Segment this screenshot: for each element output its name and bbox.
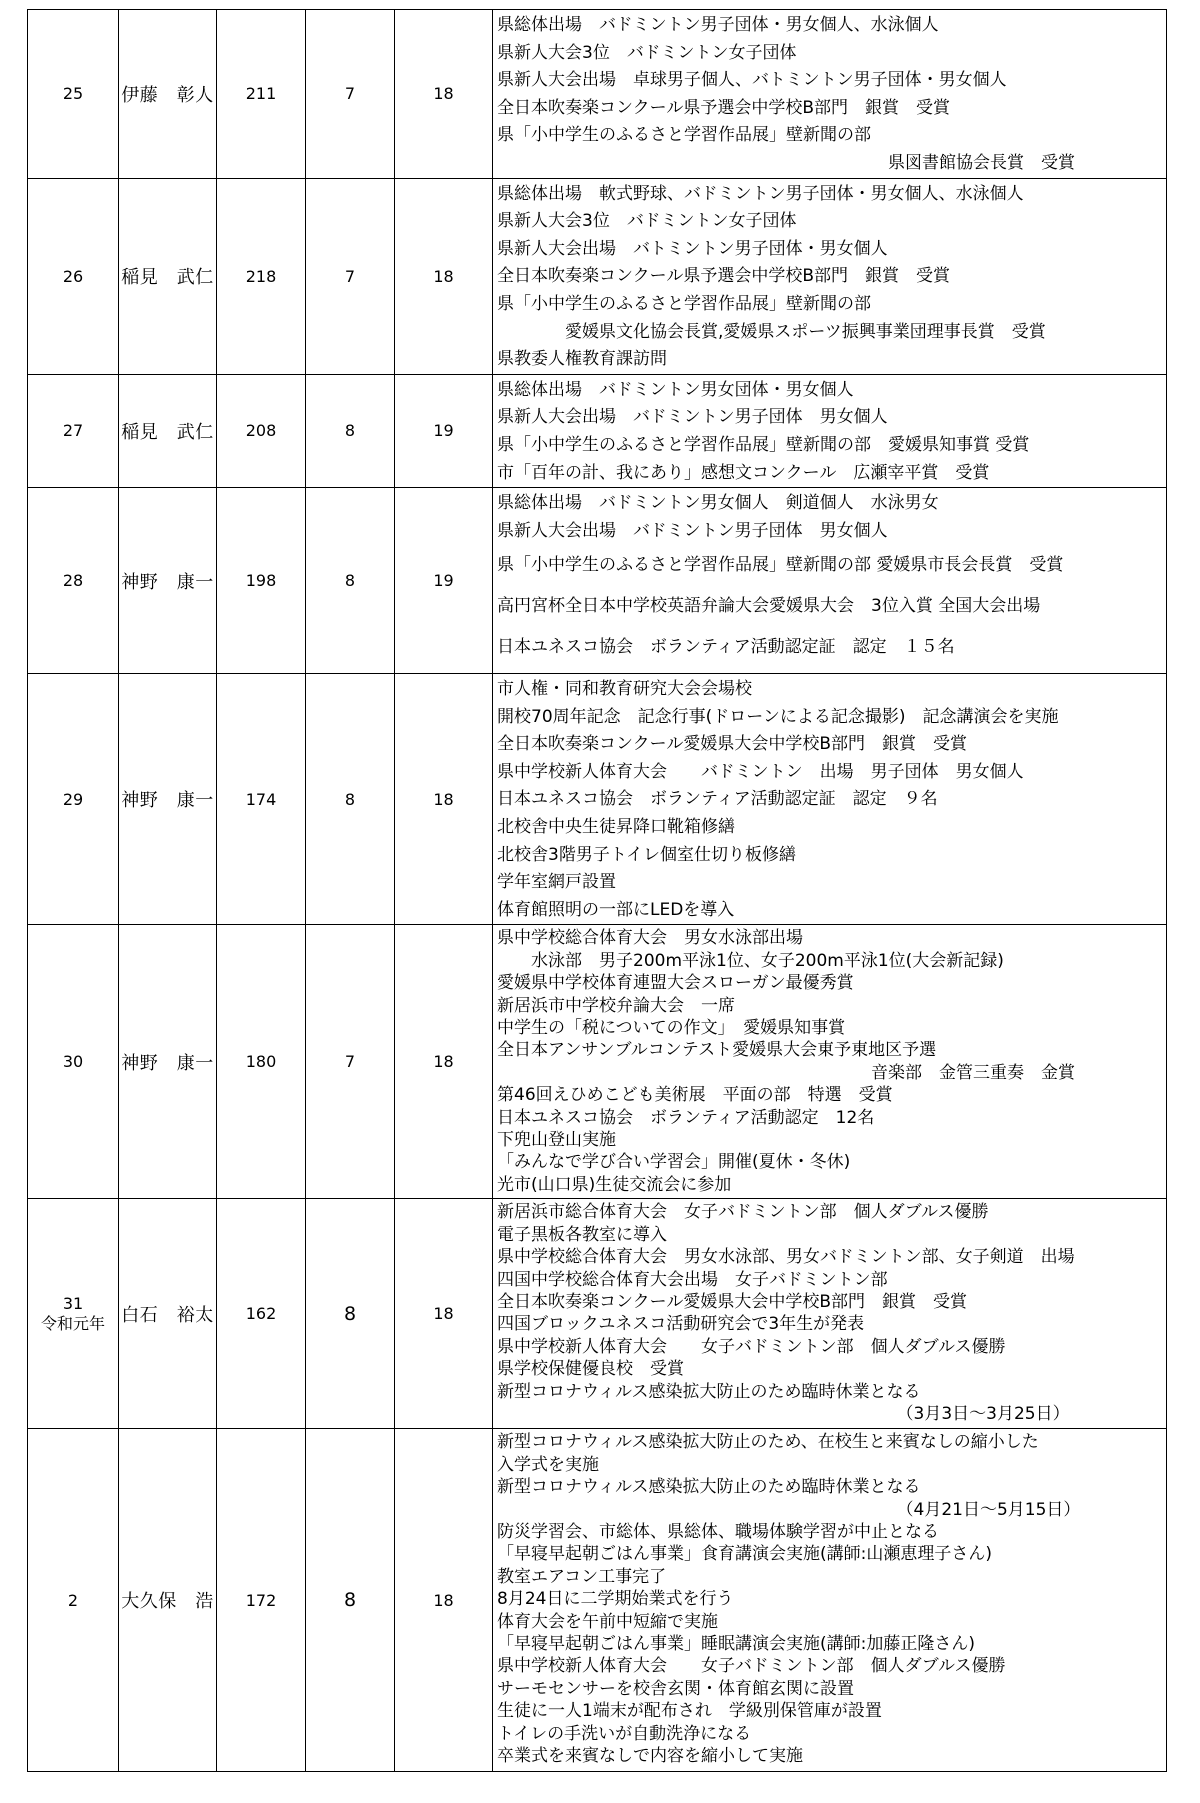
classes-cell: 8 [306,674,395,925]
event-line: 県総体出場 バドミントン男女個人 剣道個人 水泳男女 [497,493,939,514]
table-row [28,1199,1167,1429]
students-cell: 162 [217,1199,306,1429]
event-line: 全日本吹奏楽コンクール愛媛県大会中学校B部門 銀賞 受賞 [497,1292,967,1312]
event-line: 全日本吹奏楽コンクール県予選会中学校B部門 銀賞 受賞 [497,266,950,287]
students-cell: 180 [217,925,306,1199]
event-line: 県「小中学生のふるさと学習作品展」壁新聞の部 [497,125,871,146]
event-line: 「みんなで学び合い学習会」開催(夏休・冬休) [497,1152,851,1173]
students-cell: 218 [217,178,306,374]
event-line: 県中学校総合体育大会 男女水泳部、男女バドミントン部、女子剣道 出場 [497,1247,1075,1268]
event-line: 県新人大会出場 卓球男子個人、バトミントン男子団体・男女個人 [497,70,1007,91]
year-cell: 27 [28,374,119,487]
events-cell [493,1199,1167,1429]
event-line: 北校舎3階男子トイレ個室仕切り板修繕 [497,844,796,865]
history-table-container [27,9,1167,1772]
event-line: 全日本吹奏楽コンクール県予選会中学校B部門 銀賞 受賞 [497,97,950,118]
table-row [28,488,1167,674]
principal-cell: 神野 康一 [119,925,217,1199]
table-row [28,925,1167,1199]
classes-cell: 7 [306,178,395,374]
table-row [28,178,1167,374]
event-line: 高円宮杯全日本中学校英語弁論大会愛媛県大会 3位入賞 全国大会出場 [497,596,1041,617]
event-line: 卒業式を来賓なしで内容を縮小して実施 [497,1745,803,1766]
classes-cell: 7 [306,925,395,1199]
events-cell [493,1429,1167,1772]
principal-cell: 稲見 武仁 [119,374,217,487]
table-row [28,10,1167,179]
event-line: （4月21日～5月15日） [497,1499,1081,1520]
event-line: 県「小中学生のふるさと学習作品展」壁新聞の部 愛媛県市長会長賞 受賞 [497,555,1064,576]
event-line: 県中学校新人体育大会 バドミントン 出場 男子団体 男女個人 [497,761,1024,782]
event-line: サーモセンサーを校舎玄関・体育館玄関に設置 [497,1678,854,1699]
event-line: 光市(山口県)生徒交流会に参加 [497,1174,732,1195]
event-line: 下兜山登山実施 [497,1129,616,1150]
events-cell [493,488,1167,674]
event-line: 四国中学校総合体育大会出場 女子バドミントン部 [497,1269,888,1290]
teachers-cell: 18 [395,10,493,179]
principal-cell: 稲見 武仁 [119,178,217,374]
event-line: 北校舎中央生徒昇降口靴箱修繕 [497,817,735,838]
classes-cell: 8 [306,374,395,487]
events-cell [493,674,1167,925]
table-row [28,1429,1167,1772]
event-line: 愛媛県文化協会長賞,愛媛県スポーツ振興事業団理事長賞 受賞 [497,321,1046,342]
teachers-cell: 19 [395,374,493,487]
students-cell: 172 [217,1429,306,1772]
year-cell: 2 [28,1429,119,1772]
year-number: 31 [62,1293,84,1313]
year-cell: 30 [28,925,119,1199]
event-line: 県「小中学生のふるさと学習作品展」壁新聞の部 愛媛県知事賞 受賞 [497,434,1030,455]
event-line: 県学校保健優良校 受賞 [497,1359,684,1380]
principal-cell: 神野 康一 [119,488,217,674]
event-line: 防災学習会、市総体、県総体、職場体験学習が中止となる [497,1522,939,1542]
events-cell [493,178,1167,374]
students-cell: 208 [217,374,306,487]
year-cell: 29 [28,674,119,925]
event-line: 愛媛県中学校体育連盟大会スローガン最優秀賞 [497,973,854,994]
event-line: 「早寝早起朝ごはん事業」食育講演会実施(講師:山瀬恵理子さん) [497,1544,992,1565]
teachers-cell: 19 [395,488,493,674]
events-cell [493,10,1167,179]
era-name: 令和元年 [40,1313,105,1333]
classes-cell: 8 [306,1429,395,1772]
event-line: 県図書館協会長賞 受賞 [497,152,1075,173]
event-line: 8月24日に二学期始業式を行う [497,1589,734,1610]
year-cell: 26 [28,178,119,374]
principal-cell: 大久保 浩 [119,1429,217,1772]
event-line: 県新人大会出場 バトミントン男子団体・男女個人 [497,238,888,259]
teachers-cell: 18 [395,178,493,374]
event-line: 日本ユネスコ協会 ボランティア活動認定証 認定 １５名 [497,637,955,658]
event-line: 県新人大会3位 バドミントン女子団体 [497,211,797,232]
event-line: 新居浜市総合体育大会 女子バドミントン部 個人ダブルス優勝 [497,1202,989,1223]
principal-cell: 白石 裕太 [119,1199,217,1429]
table-row [28,374,1167,487]
event-line: 学年室網戸設置 [497,872,616,893]
students-cell: 174 [217,674,306,925]
event-line: 県教委人権教育課訪問 [497,349,667,370]
event-line: 新居浜市中学校弁論大会 一席 [497,995,735,1016]
event-line: 中学生の「税についての作文」 愛媛県知事賞 [497,1018,846,1038]
event-line: 教室エアコン工事完了 [497,1566,667,1587]
event-line: 新型コロナウィルス感染拡大防止のため臨時休業となる [497,1477,921,1498]
teachers-cell: 18 [395,1199,493,1429]
event-line: 県新人大会3位 バドミントン女子団体 [497,42,797,63]
event-line: 電子黒板各教室に導入 [497,1224,667,1245]
event-line: （3月3日～3月25日） [497,1403,1070,1424]
event-line: 体育大会を午前中短縮で実施 [497,1611,718,1632]
event-line: 県総体出場 軟式野球、バドミントン男子団体・男女個人、水泳個人 [497,183,1024,204]
event-line: 市人権・同和教育研究大会会場校 [497,679,752,700]
event-line: 県新人大会出場 バドミントン男子団体 男女個人 [497,520,888,541]
school-history-table [27,9,1167,1772]
students-cell: 198 [217,488,306,674]
event-line: 新型コロナウィルス感染拡大防止のため臨時休業となる [497,1381,921,1402]
event-line: 市「百年の計、我にあり」感想文コンクール 広瀬宰平賞 受賞 [497,462,990,483]
principal-cell: 伊藤 彰人 [119,10,217,179]
classes-cell: 7 [306,10,395,179]
events-cell [493,374,1167,487]
event-line: 日本ユネスコ協会 ボランティア活動認定 12名 [497,1107,875,1128]
event-line: 新型コロナウィルス感染拡大防止のため、在校生と来賓なしの縮小した [497,1432,1039,1453]
event-line: 日本ユネスコ協会 ボランティア活動認定証 認定 ９名 [497,789,938,810]
events-cell [493,925,1167,1199]
event-line: 県新人大会出場 バドミントン男子団体 男女個人 [497,407,888,428]
event-line: 県総体出場 バドミントン男子団体・男女個人、水泳個人 [497,15,939,35]
event-line: 音楽部 金管三重奏 金賞 [497,1062,1075,1083]
event-line: 生徒に一人1端末が配布され 学級別保管庫が設置 [497,1701,882,1722]
teachers-cell: 18 [395,674,493,925]
classes-cell: 8 [306,488,395,674]
teachers-cell: 18 [395,1429,493,1772]
event-line: 県中学校新人体育大会 女子バドミントン部 個人ダブルス優勝 [497,1656,1006,1677]
year-cell: 28 [28,488,119,674]
event-line: 四国ブロックユネスコ活動研究会で3年生が発表 [497,1314,865,1335]
classes-cell: 8 [306,1199,395,1429]
event-line: 水泳部 男子200m平泳1位、女子200m平泳1位(大会新記録) [497,950,1004,971]
event-line: 県「小中学生のふるさと学習作品展」壁新聞の部 [497,293,871,314]
event-line: 体育館照明の一部にLEDを導入 [497,899,735,920]
event-line: 第46回えひめこども美術展 平面の部 特選 受賞 [497,1085,893,1106]
event-line: 開校70周年記念 記念行事(ドローンによる記念撮影) 記念講演会を実施 [497,706,1059,727]
event-line: 全日本アンサンブルコンテスト愛媛県大会東予東地区予選 [497,1040,937,1061]
students-cell: 211 [217,10,306,179]
teachers-cell: 18 [395,925,493,1199]
table-row [28,674,1167,925]
year-cell [28,1199,119,1429]
event-line: 入学式を実施 [497,1454,599,1475]
event-line: 県総体出場 バドミントン男女団体・男女個人 [497,379,854,400]
event-line: トイレの手洗いが自動洗浄になる [497,1723,752,1744]
event-line: 全日本吹奏楽コンクール愛媛県大会中学校B部門 銀賞 受賞 [497,734,967,755]
event-line: 「早寝早起朝ごはん事業」睡眠講演会実施(講師:加藤正隆さん) [497,1633,975,1654]
event-line: 県中学校新人体育大会 女子バドミントン部 個人ダブルス優勝 [497,1336,1006,1357]
event-line: 県中学校総合体育大会 男女水泳部出場 [497,928,803,949]
principal-cell: 神野 康一 [119,674,217,925]
year-cell: 25 [28,10,119,179]
